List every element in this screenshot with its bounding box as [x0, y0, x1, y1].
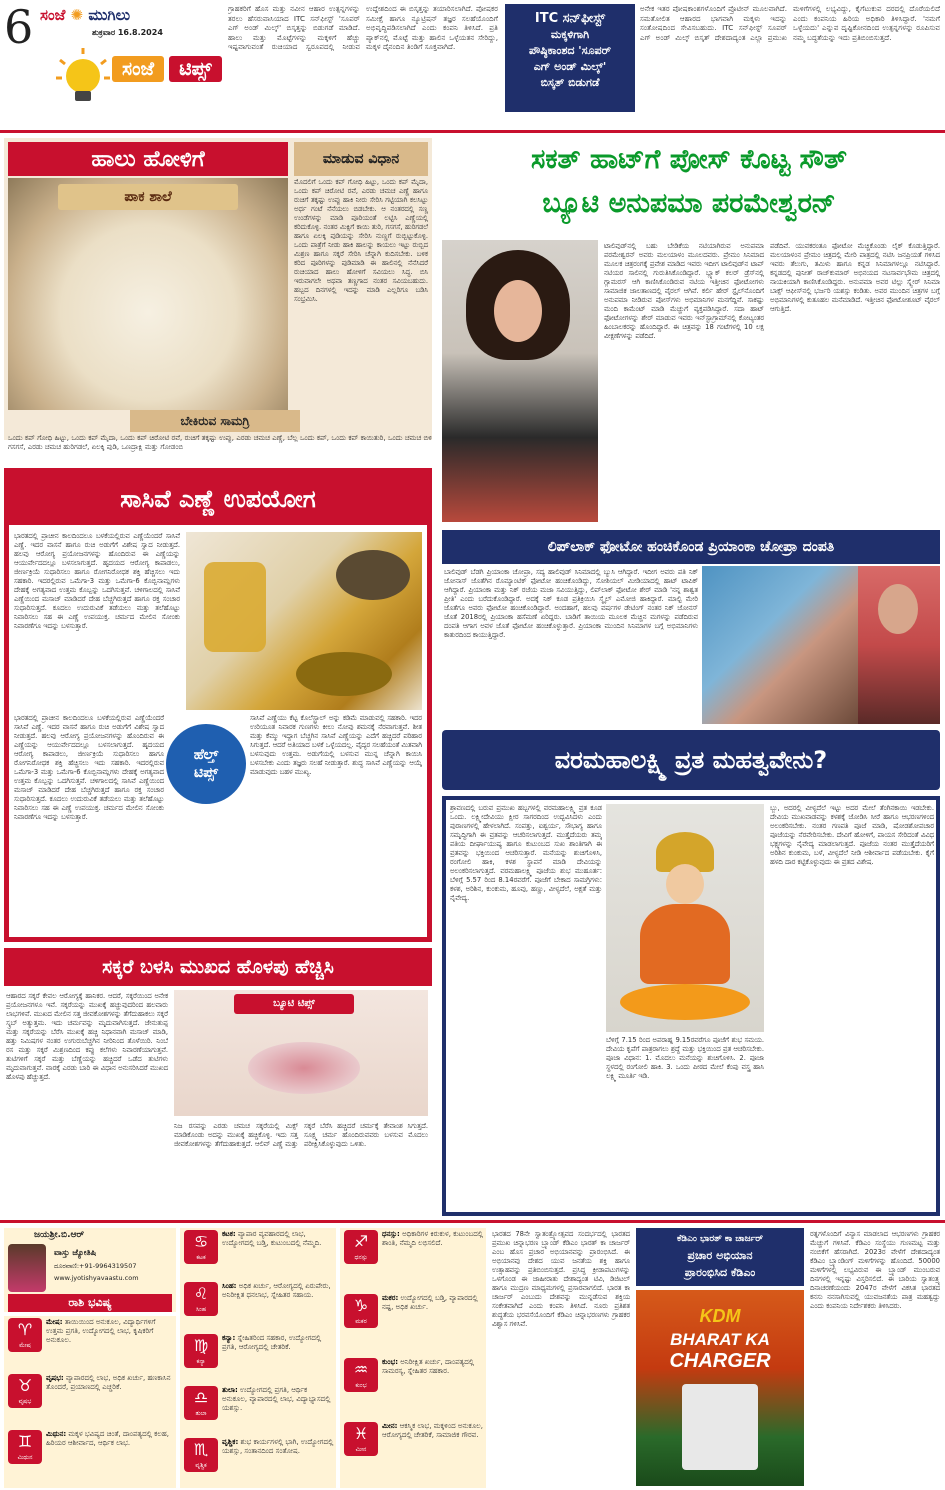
anupama-body-left: ಟಾಲಿವುಡ್‌ನಲ್ಲಿ ಬಹು ಬೇಡಿಕೆಯ ನಟಿಯಾಗಿರುವ ಅನುಪಮಾ ಪರಮೇಶ್ವರನ್ ಅವರು ಮಲಯಾಳಂ ಮೂಲದವರು. ಪ್ರೇಮಂ ಸಿನಿಮಾದ ಮೂಲಕ ಚಿತ್ರರಂಗಕ್ಕೆ ಪ್ರವೇಶ ಮಾಡಿದ ಇವರು ಇದೀಗ ಟಾಲಿವುಡ್‌ನ ಟಾಪ್ ನಟಿಯರ ಸಾಲಿನಲ್ಲಿ ಗುರುತಿಸಿಕೊಂಡಿದ್ದಾರೆ. ಬ್ಲ್ಯಾಕ್ ಕಲರ್ ಡ್ರೆಸ್‌ನಲ್ಲಿ ಗ್ಲಾಮರಸ್ ಆಗಿ ಕಾಣಿಸಿಕೊಂಡಿರುವ ನಟಿಯ ಇತ್ತೀಚಿನ ಫೋಟೋಗಳು ಸಾಮಾಜಿಕ ಜಾಲತಾಣದಲ್ಲಿ ವೈರಲ್ ಆಗಿವೆ. ಕರ್ಲಿ ಹೇರ್ ಸ್ಟೈಲ್‌ನೊಂದಿಗೆ ಅನುಪಮಾ ನೀಡಿರುವ ಪೋಸ್‌ಗಳು ಅಭಿಮಾನಿಗಳ ಮನಗೆದ್ದಿವೆ. ಸಾಕಷ್ಟು ಮಂದಿ ಕಾಮೆಂಟ್ ಮಾಡಿ ಮೆಚ್ಚುಗೆ ವ್ಯಕ್ತಪಡಿಸಿದ್ದಾರೆ. ಸದಾ ಹಾಟ್ ಫೋಟೋಗಳನ್ನು ಶೇರ್ ಮಾಡುವ ಇವರು ಇನ್‌ಸ್ಟಾಗ್ರಾಮ್‌ನಲ್ಲಿ ಕೋಟ್ಯಂತರ ಹಿಂಬಾಲಕರನ್ನು ಹೊಂದಿದ್ದಾರೆ. ಈ ಚಿತ್ರವನ್ನು 18 ಗಂಟೆಗಳಲ್ಲಿ 10 ಲಕ್ಷ ವೀಕ್ಷಣೆಗಳನ್ನು ಪಡೆದಿದೆ.: [604, 242, 764, 340]
marigold-base-shape: [620, 984, 750, 1020]
itc-col3: ಅನೇಕ ಇತರ ಪೋಷಕಾಂಶಗಳೊಂದಿಗೆ ಪ್ರೊಟೀನ್ ಮೂಲವಾಗಿದೆ. ಸಮತೋಲಿತ ಆಹಾರದ ಭಾಗವಾಗಿ ಮಕ್ಕಳು ಇದನ್ನು ಸಂತೋಷದಿಂದ ಸೇವಿಸಬಹುದು. ITC ಸನ್‌ಫೀಸ್ಟ್ ಸೂಪರ್ ಎಗ್ ಅಂಡ್ ಮಿಲ್ಕ್ ಬಿಸ್ಕತ್ ದೇಶದಾದ್ಯಂತ ಎಲ್ಲಾ ಪ್ರಮುಖ ಮಳಿಗೆಗಳಲ್ಲಿ ಲಭ್ಯವಿದ್ದು, ಕೈಗೆಟುಕುವ ದರದಲ್ಲಿ ದೊರೆಯಲಿದೆ ಎಂದು ಕಂಪನಿಯ ಹಿರಿಯ ಅಧಿಕಾರಿ ತಿಳಿಸಿದ್ದಾರೆ. 'ನಮಗೆ ಒಳ್ಳೆಯದು' ಎನ್ನುವ ದೃಷ್ಟಿಕೋನದಿಂದ ಉತ್ಪನ್ನಗಳನ್ನು ರೂಪಿಸುವ ನಮ್ಮ ಬದ್ಧತೆಯನ್ನು ಇದು ಪ್ರತಿಬಿಂಬಿಸುತ್ತದೆ.: [640, 4, 940, 42]
rashi-symbol: ♍: [193, 1336, 209, 1355]
rashi-symbol: ♐: [353, 1232, 369, 1251]
rashi-head: ಮಕರ:: [382, 1294, 399, 1302]
cancer-icon: [184, 1230, 218, 1264]
health-badge-a: ಹೆಲ್ತ್: [193, 747, 219, 763]
rashi-head: ಮೀನ:: [382, 1422, 398, 1430]
section-title-a: ಸಂಜೆ: [112, 56, 164, 82]
idol-face-shape: [666, 864, 704, 904]
sasive-body-left-text: ಭಾರತದಲ್ಲಿ ಪ್ರಾಚೀನ ಕಾಲದಿಂದಲೂ ಬಳಕೆಯಲ್ಲಿರುವ ಎಣ್ಣೆಯೆಂದರೆ ಸಾಸಿವೆ ಎಣ್ಣೆ. ಇದರ ವಾಸನೆ ಹಾಗೂ ರುಚಿ ಅಡುಗೆಗೆ ವಿಶೇಷ ಸ್ವಾದ ನೀಡುತ್ತದೆ. ಹಲವು ಆರೋಗ್ಯ ಪ್ರಯೋಜನಗಳನ್ನು ಹೊಂದಿರುವ ಈ ಎಣ್ಣೆಯನ್ನು ಆಯುರ್ವೇದದಲ್ಲೂ ಬಳಸಲಾಗುತ್ತದೆ. ಹೃದಯದ ಆರೋಗ್ಯ ಕಾಪಾಡಲು, ಜೀರ್ಣಕ್ರಿಯೆ ಸುಧಾರಿಸಲು ಹಾಗೂ ರೋಗನಿರೋಧಕ ಶಕ್ತಿ ಹೆಚ್ಚಿಸಲು ಇದು ಸಹಕಾರಿ. ಇದರಲ್ಲಿರುವ ಒಮೆಗಾ-3 ಮತ್ತು ಒಮೆಗಾ-6 ಕೊಬ್ಬಿನಾಮ್ಲಗಳು ದೇಹಕ್ಕೆ ಅಗತ್ಯವಾದ ಉತ್ತಮ ಕೊಬ್ಬನ್ನು ಒದಗಿಸುತ್ತವೆ. ಚಳಿಗಾಲದಲ್ಲಿ ಸಾಸಿವೆ ಎಣ್ಣೆಯಿಂದ ಮಸಾಜ್ ಮಾಡಿದರೆ ದೇಹ ಬೆಚ್ಚಗಿರುತ್ತದೆ ಹಾಗೂ ರಕ್ತ ಸಂಚಾರ ಸುಧಾರಿಸುತ್ತದೆ. ಕೂದಲು ಉದುರುವಿಕೆ ತಡೆಯಲು ಮತ್ತು ತಲೆಹೊಟ್ಟು ನಿವಾರಿಸಲು ಸಹ ಈ ಎಣ್ಣೆ ಉಪಯುಕ್ತ. ಚರ್ಮದ ಮೇಲಿನ ಸೋಂಕು ನಿವಾರಣೆಗೂ ಇದನ್ನು ಬಳಸುತ್ತಾರೆ.: [14, 714, 164, 821]
kdm-headline-box: [636, 1228, 804, 1286]
masthead: [0, 0, 225, 128]
priyanka-body: ಬಾಲಿವುಡ್ ಬೆಡಗಿ ಪ್ರಿಯಾಂಕಾ ಚೋಪ್ರಾ, ಸದ್ಯ ಹಾಲಿವುಡ್ ಸಿನಿಮಾದಲ್ಲಿ ಬ್ಯುಸಿ ಆಗಿದ್ದಾರೆ. ಇದೀಗ ಅವರು ಪತಿ ನಿಕ್ ಜೋನಾಸ್ ಜೊತೆಗಿನ ರೊಮ್ಯಾಂಟಿಕ್ ಫೋಟೋ ಹಂಚಿಕೊಂಡಿದ್ದು, ಸೋಶಿಯಲ್ ಮೀಡಿಯಾದಲ್ಲಿ ಹಾಟ್ ಟಾಪಿಕ್ ಆಗಿದ್ದಾರೆ. ಪ್ರಿಯಾಂಕಾ ಮತ್ತು ನಿಕ್ ರಜೆಯ ಮಜಾ ಸವಿಯುತ್ತಿದ್ದು, ಲಿಪ್‌ಲಾಕ್ ಫೋಟೋ ಶೇರ್ ಮಾಡಿ 'ನನ್ನ ಶಾಶ್ವತ ಪ್ರೀತಿ' ಎಂದು ಬರೆದುಕೊಂಡಿದ್ದಾರೆ. ಅದಕ್ಕೆ ನಿಕ್ ಕೂಡ ಪ್ರತಿಕ್ರಿಯಿಸಿ ಸ್ಮೈಲ್ ಎಮೋಜಿ ಹಾಕಿದ್ದಾರೆ. ಮಾಲ್ಟಿ ಮೇರಿ ಜೊತೆಗೂ ಅವರು ಫೋಟೋ ಹಂಚಿಕೊಂಡಿದ್ದಾರೆ. ಅಂದಹಾಗೆ, ಹಲವು ವರ್ಷಗಳ ಡೇಟಿಂಗ್ ನಂತರ ನಿಕ್ ಜೋನಸ್ ಜೊತೆ 2018ರಲ್ಲಿ ಪ್ರಿಯಾಂಕಾ ಹಸೆಮಣೆ ಏರಿದ್ದರು. ಬಾಡಿಗೆ ತಾಯಿಯ ಮೂಲಕ ಮೆಚ್ಚಿನ ಮಗಳನ್ನು ಪಡೆದಿರುವ ದಂಪತಿ ಆಗಾಗ ಅವಳ ಜೊತೆ ಫೋಟೋ ಹಂಚಿಕೊಳ್ಳುತ್ತಾರೆ. ಪ್ರಿಯಾಂಕಾ ಮುಂದಿನ ಸಿನಿಮಾಗಳ ಬಗ್ಗೆ ಅಭಿಮಾನಿಗಳು ಕಾತುರದಿಂದ ಕಾಯುತ್ತಿದ್ದಾರೆ.: [444, 568, 698, 639]
rashi-label: ಧನಸ್ಸು: [354, 1254, 368, 1261]
anupama-title: [438, 138, 940, 236]
rashi-symbol: ♈: [17, 1320, 33, 1339]
rashi-symbol: ♉: [17, 1376, 33, 1395]
rashi-label: ಕನ್ಯಾ: [196, 1358, 206, 1365]
rashi-label: ಮೀನ: [355, 1446, 367, 1453]
rashi-entry: [184, 1282, 334, 1330]
paper-name: [40, 6, 130, 24]
rashi-text: [382, 1294, 484, 1354]
lips-shape: [248, 1042, 360, 1094]
scorpio-icon: [184, 1438, 218, 1472]
itc-line5: ಬಿಸ್ಕತ್ ಬಿಡುಗಡೆ: [540, 76, 600, 89]
rashi-text: [46, 1374, 174, 1426]
rashi-entry: [344, 1230, 484, 1290]
priyanka-title: ಲಿಪ್‌ಲಾಕ್ ಫೋಟೋ ಹಂಚಿಕೊಂಡ ಪ್ರಿಯಾಂಕಾ ಚೋಪ್ರಾ ದಂಪತಿ: [442, 530, 940, 564]
holige-ingredients-label: ಬೇಕಿರುವ ಸಾಮಗ್ರಿ: [130, 410, 300, 432]
rashi-text: [222, 1334, 334, 1382]
itc-headline-box: [505, 4, 635, 112]
face-shape: [494, 280, 542, 342]
kdm-ad-device-shape: [682, 1384, 758, 1470]
sasive-body-left: [14, 714, 164, 936]
sasive-body-bottom: ಸಾಸಿವೆ ಎಣ್ಣೆಯು ಕೆಟ್ಟ ಕೊಲೆಸ್ಟ್ರಾಲ್ ಅನ್ನು ಕಡಿಮೆ ಮಾಡುವಲ್ಲಿ ಸಹಕಾರಿ. ಇದರ ಉರಿಯೂತ ನಿವಾರಕ ಗುಣಗಳು ಕೀಲು ನೋವು ಶಮನಕ್ಕೆ ನೆರವಾಗುತ್ತವೆ. ಶೀತ ಮತ್ತು ಕೆಮ್ಮು ಇದ್ದಾಗ ಬೆಚ್ಚಗಿನ ಸಾಸಿವೆ ಎಣ್ಣೆಯನ್ನು ಎದೆಗೆ ಹಚ್ಚಿದರೆ ಪರಿಹಾರ ಸಿಗುತ್ತದೆ. ಆದರೆ ಅತಿಯಾದ ಬಳಕೆ ಒಳ್ಳೆಯದಲ್ಲ. ವೈದ್ಯರ ಸಲಹೆಯಂತೆ ಮಿತವಾಗಿ ಬಳಸುವುದು ಉತ್ತಮ. ಅಡುಗೆಯಲ್ಲಿ ಬಳಸುವ ಮುನ್ನ ಚೆನ್ನಾಗಿ ಕಾಯಿಸಿ ಬಳಸಬೇಕು ಎಂದು ತಜ್ಞರು ಸಲಹೆ ನೀಡುತ್ತಾರೆ. ಶುದ್ಧ ಸಾಸಿವೆ ಎಣ್ಣೆಯನ್ನು ಆಯ್ಕೆ ಮಾಡುವುದು ಬಹಳ ಮುಖ್ಯ.: [250, 714, 422, 776]
rashi-label: ಕುಂಭ: [355, 1382, 367, 1389]
aries-icon: [8, 1318, 42, 1352]
sun-icon: ✺: [70, 6, 84, 24]
rashi-head: ಮಿಥುನ:: [46, 1430, 67, 1438]
rashi-symbol: ♑: [353, 1296, 369, 1315]
rashi-head: ವೃಷಭ:: [46, 1374, 64, 1382]
rashi-symbol: ♋: [193, 1232, 209, 1251]
jyothishi-avatar: [8, 1244, 46, 1292]
rashi-label: ತುಲಾ: [195, 1410, 207, 1417]
rashi-text: [382, 1422, 484, 1482]
date: ಶುಕ್ರವಾರ 16.8.2024: [92, 28, 163, 37]
priyanka-portrait-photo: [858, 566, 940, 724]
rashi-entry: [184, 1230, 334, 1278]
rashi-symbol: ♓: [353, 1424, 369, 1443]
sasive-title: ಸಾಸಿವೆ ಎಣ್ಣೆ ಉಪಯೋಗ: [9, 473, 427, 525]
jyothishi-phone: ದೂರವಾಣಿ:+91-9964319507: [54, 1262, 137, 1270]
priyanka-kiss-photo: [702, 566, 858, 724]
rashi-desc: ಅಧಿಕ ಖರ್ಚು, ಆರೋಗ್ಯದಲ್ಲಿ ಏರುಪೇರು, ಅನಿರೀಕ್ಷಿತ ಧನಲಾಭ, ಸ್ನೇಹಿತರ ಸಹಾಯ.: [222, 1282, 331, 1299]
jyothishi-site: www.jyotishyavaastu.com: [54, 1274, 139, 1282]
itc-line2: ಮಕ್ಕಳಿಗಾಗಿ: [550, 28, 590, 41]
rashi-entry: [184, 1334, 334, 1382]
divider-bottom: [0, 1220, 945, 1223]
rashi-symbol: ♌: [193, 1284, 209, 1303]
kdm-line1: ಕೆಡಿಎಂ ಭಾರತ್ ಕಾ ಚಾರ್ಜರ್: [677, 1234, 763, 1244]
rashi-desc: ಉದ್ಯೋಗದಲ್ಲಿ ಪ್ರಗತಿ, ಆರ್ಥಿಕ ಅನುಕೂಲ, ವ್ಯಾಪಾರದಲ್ಲಿ ಲಾಭ, ವಿದ್ಯಾಭ್ಯಾಸದಲ್ಲಿ ಯಶಸ್ಸು.: [222, 1386, 331, 1412]
rashi-symbol: ♎: [193, 1388, 209, 1407]
rashi-text: [222, 1438, 334, 1486]
rashi-desc: ವ್ಯಾಪಾರದಲ್ಲಿ ಲಾಭ, ಅಧಿಕ ಖರ್ಚು, ಹಣಕಾಸಿನ ತೊಂದರೆ, ಪ್ರಯಾಣದಲ್ಲಿ ಎಚ್ಚರಿಕೆ.: [46, 1374, 171, 1391]
varamahalakshmi-left: ಶ್ರಾವಣದಲ್ಲಿ ಬರುವ ಪ್ರಮುಖ ಹಬ್ಬಗಳಲ್ಲಿ ವರಮಹಾಲಕ್ಷ್ಮಿ ವ್ರತ ಕೂಡ ಒಂದು. ಲಕ್ಷ್ಮೀದೇವಿಯು ಕ್ಷೀರ ಸಾಗರದಿಂದ ಉದ್ಭವಿಸಿದಳು ಎಂದು ಪುರಾಣಗಳಲ್ಲಿ ಹೇಳಲಾಗಿದೆ. ಸಂಪತ್ತು, ಐಶ್ವರ್ಯ, ಸೌಭಾಗ್ಯ ಹಾಗೂ ಸಮೃದ್ಧಿಗಾಗಿ ಈ ವ್ರತವನ್ನು ಆಚರಿಸಲಾಗುತ್ತದೆ. ಮುತ್ತೈದೆಯರು ತಮ್ಮ ಪತಿಯ ದೀರ್ಘಾಯುಷ್ಯ ಹಾಗೂ ಕುಟುಂಬದ ಸುಖ ಶಾಂತಿಗಾಗಿ ಈ ವ್ರತವನ್ನು ಭಕ್ತಿಯಿಂದ ಆಚರಿಸುತ್ತಾರೆ. ಮನೆಯನ್ನು ಶುಚಿಗೊಳಿಸಿ, ರಂಗೋಲಿ ಹಾಕಿ, ಕಳಶ ಸ್ಥಾಪನೆ ಮಾಡಿ ದೇವಿಯನ್ನು ಅಲಂಕರಿಸಲಾಗುತ್ತದೆ. ವರಮಹಾಲಕ್ಷ್ಮಿ ಪೂಜೆಯ ಶುಭ ಮುಹೂರ್ತ: ಬೆಳಿಗ್ಗೆ 5.57 ರಿಂದ 8.14ರವರೆಗೆ. ಪೂಜೆಗೆ ಬೇಕಾದ ಸಾಮಗ್ರಿಗಳು: ಕಳಶ, ಅರಿಶಿನ, ಕುಂಕುಮ, ಹೂವು, ಹಣ್ಣು, ವೀಳ್ಯದೆಲೆ, ಅಕ್ಷತೆ ಮತ್ತು ನೈವೇದ್ಯ.: [450, 804, 602, 902]
holige-title: ಹಾಲು ಹೋಳಿಗೆ: [8, 142, 288, 176]
rashi-head: ಕುಂಭ:: [382, 1358, 399, 1366]
capricorn-icon: [344, 1294, 378, 1328]
divider: [0, 130, 945, 133]
anupama-body-right: ಪಡೆದಿವೆ. ಯುವಕರಂತೂ ಫೋಟೋ ಮೆಚ್ಚಿಕೊಂಡು ಲೈಕ್ ಕೊಡುತ್ತಿದ್ದಾರೆ. ಮಲಯಾಳಂನ ಪ್ರೇಮಂ ಚಿತ್ರದಲ್ಲಿ ಮೇರಿ ಪಾತ್ರದಲ್ಲಿ ನಟಿಸಿ ಜನಪ್ರಿಯತೆ ಗಳಿಸಿದ ಇವರು ತೆಲುಗು, ತಮಿಳು ಹಾಗೂ ಕನ್ನಡ ಸಿನಿಮಾಗಳಲ್ಲೂ ನಟಿಸಿದ್ದಾರೆ. ಕನ್ನಡದಲ್ಲಿ ಪುನೀತ್ ರಾಜ್‌ಕುಮಾರ್ ಅಭಿನಯದ ನಟಸಾರ್ವಭೌಮ ಚಿತ್ರದಲ್ಲಿ ನಾಯಕಿಯಾಗಿ ಕಾಣಿಸಿಕೊಂಡಿದ್ದರು. ಅನುಪಮಾ ಅವರ ಟಿಲ್ಲು ಸ್ಕ್ವೇರ್ ಸಿನಿಮಾ ಬಾಕ್ಸ್ ಆಫೀಸ್‌ನಲ್ಲಿ ಭರ್ಜರಿ ಯಶಸ್ಸು ಕಂಡಿತು. ಅವರ ಮುಂದಿನ ಚಿತ್ರಗಳ ಬಗ್ಗೆ ಅಭಿಮಾನಿಗಳಲ್ಲಿ ಕುತೂಹಲ ಮನೆಮಾಡಿದೆ. ಇತ್ತೀಚಿನ ಫೋಟೋಶೂಟ್ ವೈರಲ್ ಆಗುತ್ತಿದೆ.: [770, 242, 940, 313]
paper-name-a: ಸಂಜೆ: [40, 6, 66, 24]
health-tips-badge: [166, 724, 246, 804]
rashi-desc: ಆಕಸ್ಮಿಕ ಲಾಭ, ಮಕ್ಕಳಿಂದ ಅನುಕೂಲ, ಆರೋಗ್ಯದಲ್ಲಿ ಚೇತರಿಕೆ, ಸಾಮಾಜಿಕ ಗೌರವ.: [382, 1422, 483, 1439]
rashi-entry: [8, 1318, 174, 1370]
rashi-label: ವೃಶ್ಚಿಕ: [195, 1462, 207, 1469]
libra-icon: [184, 1386, 218, 1420]
rashi-label: ಮಕರ: [355, 1318, 367, 1325]
kdm-body-right: ರತ್ನಗಳೊಂದಿಗೆ ವಿನ್ಯಾಸ ಮಾಡಲಾದ ಆಭರಣಗಳು ಗ್ರಾಹಕರ ಮೆಚ್ಚುಗೆ ಗಳಿಸಿವೆ. ಕೆಡಿಎಂ ಸಂಸ್ಥೆಯು ಗುಣಮಟ್ಟ ಮತ್ತು ನಂಬಿಕೆಗೆ ಹೆಸರಾಗಿದೆ. 2023ರ ವೇಳೆಗೆ ದೇಶದಾದ್ಯಂತ ಕೆಡಿಎಂ ಬ್ರ್ಯಾಂಡಿಂಗ್ ಮಳಿಗೆಗಳನ್ನು ಹೊಂದಿದೆ. 50000 ಮಳಿಗೆಗಳಲ್ಲಿ ಲಭ್ಯವಿರುವ ಈ ಬ್ರ್ಯಾಂಡ್ ಮುಂಬರುವ ದಿನಗಳಲ್ಲಿ ಇನ್ನಷ್ಟು ವಿಸ್ತರಿಸಲಿದೆ. ಈ ಬಾರಿಯ ಸ್ವಾತಂತ್ರ್ಯ ದಿನಾಚರಣೆಯಂದು 2047ರ ವೇಳೆಗೆ ವಿಕಸಿತ ಭಾರತದ ಕನಸು ನನಸಾಗಿಸುವಲ್ಲಿ ಯುವಜನತೆಯ ಪಾತ್ರ ಮಹತ್ವದ್ದು ಎಂದು ಕಂಪನಿಯ ನಿರ್ದೇಶಕರು ತಿಳಿಸಿದರು.: [810, 1230, 940, 1310]
kdm-ad-line1: BHARAT KA: [670, 1330, 770, 1349]
rashi-entry: [344, 1422, 484, 1482]
rashi-entry: [344, 1294, 484, 1354]
rashi-desc: ಶುಭ ಕಾರ್ಯಗಳಲ್ಲಿ ಭಾಗಿ, ಉದ್ಯೋಗದಲ್ಲಿ ಯಶಸ್ಸು, ಸಂತಾನದಿಂದ ಸಂತೋಷ.: [222, 1438, 334, 1455]
sakkare-body-bottom: ನಿಜ ರಸವನ್ನು ಎರಡು ಚಮಚ ಸಕ್ಕರೆಯಲ್ಲಿ ಮಿಕ್ಸ್ ಮಾಡಿಕೊಂಡು ಅದನ್ನು ಮುಖಕ್ಕೆ ಹಚ್ಚಿಕೊಳ್ಳಿ. ಇದು ಸತ್ತ ಜೀವಕೋಶಗಳನ್ನು ತೆಗೆದುಹಾಕುತ್ತದೆ. ಆಲಿವ್ ಎಣ್ಣೆ ಮತ್ತು ಸಕ್ಕರೆ ಬೆರೆಸಿ ಹಚ್ಚಿದರೆ ಚರ್ಮಕ್ಕೆ ತೇವಾಂಶ ಸಿಗುತ್ತದೆ. ಸೂಕ್ಷ್ಮ ಚರ್ಮ ಹೊಂದಿರುವವರು ಬಳಸುವ ಮೊದಲು ಪರೀಕ್ಷಿಸಿಕೊಳ್ಳುವುದು ಒಳಿತು.: [174, 1122, 428, 1148]
rashi-entry: [344, 1358, 484, 1418]
rashi-label: ಕಟಕ: [196, 1254, 206, 1261]
virgo-icon: [184, 1334, 218, 1368]
mustard-oil-photo: [186, 532, 422, 710]
itc-line4: ಎಗ್ ಅಂಡ್ ಮಿಲ್ಕ್': [533, 60, 607, 73]
rashi-head: ವೃಶ್ಚಿಕ:: [222, 1438, 239, 1446]
oil-jar-shape: [204, 562, 266, 652]
sakkare-title: ಸಕ್ಕರೆ ಬಳಸಿ ಮುಖದ ಹೊಳಪು ಹೆಚ್ಚಿಸಿ: [4, 948, 432, 986]
rashi-head: ಧನಸ್ಸು:: [382, 1230, 400, 1238]
rashi-entry: [184, 1438, 334, 1486]
jyothishi-role: ವಾಸ್ತು ಜ್ಯೋತಿಷಿ: [54, 1248, 97, 1257]
health-badge-b: ಟಿಪ್ಸ್: [194, 765, 218, 781]
pisces-icon: [344, 1422, 378, 1456]
paper-name-b: ಮುಗಿಲು: [88, 6, 131, 24]
rashi-desc: ಅಧಿಕಾರಿಗಳ ಕಿರುಕುಳ, ಕುಟುಂಬದಲ್ಲಿ ಶಾಂತಿ, ನೆಮ್ಮದಿ ಲಭಿಸಲಿದೆ.: [382, 1230, 484, 1247]
seeds-bowl-shape: [336, 550, 410, 600]
rashi-head: ಮೇಷ:: [46, 1318, 63, 1326]
leo-icon: [184, 1282, 218, 1316]
rashi-label: ಮೇಷ: [19, 1342, 31, 1349]
kdm-ad: [636, 1290, 804, 1486]
itc-line1: ITC ಸನ್‌ಫೀಸ್ಟ್: [534, 11, 606, 26]
rashi-text: [46, 1318, 174, 1370]
idol-body-shape: [640, 904, 730, 984]
holige-ingredients: ಒಂದು ಕಪ್ ಗೋಧಿ ಹಿಟ್ಟು, ಒಂದು ಕಪ್ ಮೈದಾ, ಒಂದು ಕಪ್ ಚಿರೋಟಿ ರವೆ, ರುಚಿಗೆ ತಕ್ಕಷ್ಟು ಉಪ್ಪು, ಎರಡು ಚಮಚ ಎಣ್ಣೆ, ಬೆಲ್ಲ ಒಂದು ಕಪ್, ಒಂದು ಕಪ್ ಕಾಯಿತುರಿ, ಒಂದು ಚಮಚ ಬಿಳಿ ಗಸಗಸೆ, ಎರಡು ಚಮಚ ಹುರಿಗಡಲೆ, ಏಲಕ್ಕಿ ಪುಡಿ, ಒಣದ್ರಾಕ್ಷಿ ಮತ್ತು ಗೋಡಂಬಿ: [8, 434, 432, 451]
itc-col1: ಗ್ರಾಹಕರಿಗೆ ಹೊಸ ಮತ್ತು ನವೀನ ಆಹಾರ ಉತ್ಪನ್ನಗಳನ್ನು ತರಲು ಹೆಸರುವಾಸಿಯಾದ ITC ಸನ್‌ಫೀಸ್ಟ್ 'ಸೂಪರ್ ಎಗ್ ಅಂಡ್ ಮಿಲ್ಕ್' ಬಿಸ್ಕತ್ತನ್ನು ಬಿಡುಗಡೆ ಮಾಡಿದೆ. ಹಾಲು ಮತ್ತು ಮೊಟ್ಟೆಗಳನ್ನು ಮಕ್ಕಳಿಗೆ ಹೆಚ್ಚು ಇಷ್ಟವಾಗುವಂತೆ ರುಚಿಯಾದ ಸ್ವರೂಪದಲ್ಲಿ ನೀಡುವ ಉದ್ದೇಶದಿಂದ ಈ ಬಿಸ್ಕತ್ತನ್ನು ತಯಾರಿಸಲಾಗಿದೆ. ಪೋಷಕರ ಸಮೀಕ್ಷೆ ಹಾಗೂ ನ್ಯೂಟ್ರಿಷನ್ ತಜ್ಞರ ಸಲಹೆಯೊಂದಿಗೆ ಅಭಿವೃದ್ಧಿಪಡಿಸಲಾಗಿದೆ ಎಂದು ಕಂಪನಿ ತಿಳಿಸಿದೆ. ಪ್ರತಿ ಪ್ಯಾಕ್‌ನಲ್ಲಿ ಮೊಟ್ಟೆ ಮತ್ತು ಹಾಲಿನ ಒಳ್ಳೆಯತನ ಸೇರಿದ್ದು, ಮಕ್ಕಳ ದೈನಂದಿನ ತಿಂಡಿಗೆ ಸೂಕ್ತವಾಗಿದೆ.: [228, 4, 498, 52]
rashi-label: ಸಿಂಹ: [195, 1306, 206, 1313]
holige-method-label: ಮಾಡುವ ವಿಧಾನ: [294, 142, 428, 176]
rashi-desc: ಅನಿರೀಕ್ಷಿತ ಖರ್ಚು, ದಾಂಪತ್ಯದಲ್ಲಿ ಸಾಮರಸ್ಯ, ಸ್ನೇಹಿತರ ಸಹಕಾರ.: [382, 1358, 475, 1375]
rashi-label: ವೃಷಭ: [18, 1398, 32, 1405]
paaka-shaale-label: ಪಾಕ ಶಾಲೆ: [58, 184, 238, 210]
bulb-icon: [54, 46, 112, 108]
rashi-head: ಕನ್ಯಾ:: [222, 1334, 236, 1342]
section-title-b: ಟಿಪ್ಸ್: [169, 56, 222, 82]
anupama-title-line1: ಸಕತ್ ಹಾಟ್‌ಗೆ ಪೋಸ್ ಕೊಟ್ಟ ಸೌತ್: [531, 144, 847, 175]
priyanka-face-shape: [878, 584, 918, 634]
rashi-text: [382, 1230, 484, 1290]
jyothishi-name: ಜಯಶ್ರೀ.ಬಿ.ಆರ್: [34, 1230, 85, 1240]
varamahalakshmi-title: ವರಮಹಾಲಕ್ಷ್ಮಿ ವ್ರತ ಮಹತ್ವವೇನು?: [442, 730, 940, 790]
rashi-head: ಸಿಂಹ:: [222, 1282, 237, 1290]
rashi-symbol: ♏: [193, 1440, 209, 1459]
rashi-desc: ಉದ್ಯೋಗದಲ್ಲಿ ಬಡ್ತಿ, ವ್ಯಾಪಾರದಲ್ಲಿ ನಷ್ಟ, ಅಧಿಕ ಖರ್ಚು.: [382, 1294, 478, 1311]
sugar-lips-photo: [174, 990, 428, 1116]
varamahalakshmi-bottom: ಬೆಳಿಗ್ಗೆ 7.15 ರಿಂದ ಅಪರಾಹ್ನ 9.15ರವರೆಗೂ ಪೂಜೆಗೆ ಶುಭ ಸಮಯ. ದೇವಿಯ ಕೃಪೆಗೆ ಪಾತ್ರರಾಗಲು ಶ್ರದ್ಧೆ ಮತ್ತು ಭಕ್ತಿಯಿಂದ ವ್ರತ ಆಚರಿಸಬೇಕು. ಪೂಜಾ ವಿಧಾನ: 1. ಮೊದಲು ಮನೆಯನ್ನು ಶುಚಿಗೊಳಿಸಿ. 2. ಪೂಜಾ ಸ್ಥಳದಲ್ಲಿ ರಂಗೋಲಿ ಹಾಕಿ. 3. ಒಂದು ಪೀಠದ ಮೇಲೆ ಕೆಂಪು ವಸ್ತ್ರ ಹಾಸಿ ಲಕ್ಷ್ಮಿ ಮೂರ್ತಿ ಇಡಿ.: [606, 1036, 764, 1080]
anupama-title-line2: ಬ್ಯೂಟಿ ಅನುಪಮಾ ಪರಮೇಶ್ವರನ್: [542, 188, 836, 219]
holige-method: ಮೊದಲಿಗೆ ಒಂದು ಕಪ್ ಗೋಧಿ ಹಿಟ್ಟು, ಒಂದು ಕಪ್ ಮೈದಾ, ಒಂದು ಕಪ್ ಚಿರೋಟಿ ರವೆ, ಎರಡು ಚಮಚ ಎಣ್ಣೆ ಹಾಗೂ ರುಚಿಗೆ ತಕ್ಕಷ್ಟು ಉಪ್ಪು ಹಾಕಿ ನೀರು ಸೇರಿಸಿ ಗಟ್ಟಿಯಾಗಿ ಕಲಸಿಟ್ಟು ಅರ್ಧ ಗಂಟೆ ನೆನೆಯಲು ಬಿಡಬೇಕು. ಆ ನಂತರದಲ್ಲಿ ಸಣ್ಣ ಉಂಡೆಗಳನ್ನು ಮಾಡಿ ಪೂರಿಯಂತೆ ಲಟ್ಟಿಸಿ ಎಣ್ಣೆಯಲ್ಲಿ ಕರಿದುಕೊಳ್ಳಿ. ನಂತರ ಮಿಕ್ಸಿಗೆ ಕಾಯಿ ತುರಿ, ಗಸಗಸೆ, ಹುರಿಗಡಲೆ ಹಾಗೂ ಏಲಕ್ಕಿ ಪುಡಿಯನ್ನು ಸೇರಿಸಿ ನುಣ್ಣಗೆ ರುಬ್ಬಿಟ್ಟುಕೊಳ್ಳಿ. ಒಂದು ಪಾತ್ರೆಗೆ ನೀಡು ಹಾಕಿ ಹಾಲನ್ನು ಕಾಯಲು ಇಟ್ಟು ರುಬ್ಬಿದ ಮಿಶ್ರಣ ಹಾಗೂ ಸಕ್ಕರೆ ಸೇರಿಸಿ ಚೆನ್ನಾಗಿ ಕುದಿಸಬೇಕು. ಬಳಿಕ ಕರಿದ ಪೂರಿಗಳನ್ನು ಪುಡಿಮಾಡಿ ಈ ಹಾಲಿನಲ್ಲಿ ನೆನೆಸಿದರೆ ರುಚಿಯಾದ ಹಾಲು ಹೋಳಿಗೆ ಸವಿಯಲು ಸಿದ್ಧ. ಬಿಸಿ ಇರುವಾಗಲೇ ಅಥವಾ ತಣ್ಣಗಾದ ನಂತರ ಸವಿಯಬಹುದು. ಹಬ್ಬದ ದಿನಗಳಲ್ಲಿ ಇದನ್ನು ಮಾಡಿ ಎಲ್ಲರಿಗೂ ಬಡಿಸಿ ಸಂಭ್ರಮಿಸಿ.: [294, 178, 428, 303]
taurus-icon: [8, 1374, 42, 1408]
aquarius-icon: [344, 1358, 378, 1392]
rashi-head: ತುಲಾ:: [222, 1386, 238, 1394]
kdm-line3: ಪ್ರಾರಂಭಿಸಿದ ಕೆಡಿಎಂ: [684, 1266, 756, 1279]
varamahalakshmi-right: ಬ್ಬು, ಅದರಲ್ಲಿ ವೀಳ್ಯದೆಲೆ ಇಟ್ಟು ಅದರ ಮೇಲೆ ತೆಂಗಿನಕಾಯಿ ಇಡಬೇಕು. ದೇವಿಯ ಮುಖವಾಡವನ್ನು ಕಳಶಕ್ಕೆ ಜೋಡಿಸಿ ಸೀರೆ ಹಾಗೂ ಆಭರಣಗಳಿಂದ ಅಲಂಕರಿಸಬೇಕು. ನಂತರ ಗಣಪತಿ ಪೂಜೆ ಮಾಡಿ, ಷೋಡಶೋಪಚಾರ ಪೂಜೆಯನ್ನು ನೆರವೇರಿಸಬೇಕು. ದೇವಿಗೆ ಹೋಳಿಗೆ, ಪಾಯಸ ಸೇರಿದಂತೆ ವಿವಿಧ ಭಕ್ಷ್ಯಗಳನ್ನು ನೈವೇದ್ಯ ಮಾಡಲಾಗುತ್ತದೆ. ಪೂಜೆಯ ನಂತರ ಮುತ್ತೈದೆಯರಿಗೆ ಅರಿಶಿನ ಕುಂಕುಮ, ಬಳೆ, ವೀಳ್ಯದೆಲೆ ನೀಡಿ ಆಶೀರ್ವಾದ ಪಡೆಯಬೇಕು. ಕೈಗೆ ಹಳದಿ ದಾರ ಕಟ್ಟಿಕೊಳ್ಳುವುದು ಈ ವ್ರತದ ವಿಶೇಷ.: [770, 804, 934, 866]
anupama-photo: [442, 240, 598, 522]
kdm-line2: ಪ್ರಚಾರ ಅಭಿಯಾನ: [687, 1249, 753, 1262]
kdm-ad-line2: CHARGER: [669, 1350, 771, 1372]
gemini-icon: [8, 1430, 42, 1464]
itc-line3: ಪೌಷ್ಠಿಕಾಂಶದ 'ಸೂಪರ್: [529, 44, 611, 57]
kdm-body-left: ಭಾರತದ 78ನೇ ಸ್ವಾತಂತ್ರ್ಯೋತ್ಸವದ ಸಂದರ್ಭದಲ್ಲಿ ಭಾರತದ ಪ್ರಮುಖ ಚಿನ್ನಾಭರಣ ಬ್ರ್ಯಾಂಡ್ ಕೆಡಿಎಂ ಭಾರತ್ ಕಾ ಚಾರ್ಜರ್ ಎಂಬ ಹೊಸ ಪ್ರಚಾರ ಅಭಿಯಾನವನ್ನು ಪ್ರಾರಂಭಿಸಿದೆ. ಈ ಅಭಿಯಾನವು ದೇಶದ ಯುವ ಜನತೆಯ ಶಕ್ತಿ ಹಾಗೂ ಉತ್ಸಾಹವನ್ನು ಪ್ರತಿಬಿಂಬಿಸುತ್ತದೆ. ಪ್ರಸಿದ್ಧ ಕ್ರೀಡಾಪಟುಗಳನ್ನು ಒಳಗೊಂಡ ಈ ಜಾಹೀರಾತು ದೇಶಾದ್ಯಂತ ಟಿವಿ, ಡಿಜಿಟಲ್ ಹಾಗೂ ಮುದ್ರಣ ಮಾಧ್ಯಮಗಳಲ್ಲಿ ಪ್ರಸಾರವಾಗಲಿದೆ. ಭಾರತ ಕಾ ಚಾರ್ಜರ್ ಎಂಬುದು ದೇಶವನ್ನು ಮುನ್ನಡೆಸುವ ಶಕ್ತಿಯ ಸಂಕೇತವಾಗಿದೆ ಎಂದು ಕಂಪನಿ ತಿಳಿಸಿದೆ. ನೂರು ಪ್ರತಿಶತ ಶುದ್ಧತೆಯ ಭರವಸೆಯೊಂದಿಗೆ ಕೆಡಿಎಂ ಚಿನ್ನಾಭರಣಗಳು ಗ್ರಾಹಕರ ವಿಶ್ವಾಸ ಗಳಿಸಿವೆ.: [492, 1230, 630, 1328]
beauty-tips-badge: ಬ್ಯೂಟಿ ಟಿಪ್ಸ್: [234, 994, 354, 1014]
section-title: [112, 52, 222, 122]
page-number: 6: [4, 0, 34, 54]
rashi-text: [222, 1386, 334, 1434]
sasive-body-top: ಭಾರತದಲ್ಲಿ ಪ್ರಾಚೀನ ಕಾಲದಿಂದಲೂ ಬಳಕೆಯಲ್ಲಿರುವ ಎಣ್ಣೆಯೆಂದರೆ ಸಾಸಿವೆ ಎಣ್ಣೆ. ಇದರ ವಾಸನೆ ಹಾಗೂ ರುಚಿ ಅಡುಗೆಗೆ ವಿಶೇಷ ಸ್ವಾದ ನೀಡುತ್ತದೆ. ಹಲವು ಆರೋಗ್ಯ ಪ್ರಯೋಜನಗಳನ್ನು ಹೊಂದಿರುವ ಈ ಎಣ್ಣೆಯನ್ನು ಆಯುರ್ವೇದದಲ್ಲೂ ಬಳಸಲಾಗುತ್ತದೆ. ಹೃದಯದ ಆರೋಗ್ಯ ಕಾಪಾಡಲು, ಜೀರ್ಣಕ್ರಿಯೆ ಸುಧಾರಿಸಲು ಹಾಗೂ ರೋಗನಿರೋಧಕ ಶಕ್ತಿ ಹೆಚ್ಚಿಸಲು ಇದು ಸಹಕಾರಿ. ಇದರಲ್ಲಿರುವ ಒಮೆಗಾ-3 ಮತ್ತು ಒಮೆಗಾ-6 ಕೊಬ್ಬಿನಾಮ್ಲಗಳು ದೇಹಕ್ಕೆ ಅಗತ್ಯವಾದ ಉತ್ತಮ ಕೊಬ್ಬನ್ನು ಒದಗಿಸುತ್ತವೆ. ಚಳಿಗಾಲದಲ್ಲಿ ಸಾಸಿವೆ ಎಣ್ಣೆಯಿಂದ ಮಸಾಜ್ ಮಾಡಿದರೆ ದೇಹ ಬೆಚ್ಚಗಿರುತ್ತದೆ ಹಾಗೂ ರಕ್ತ ಸಂಚಾರ ಸುಧಾರಿಸುತ್ತದೆ. ಕೂದಲು ಉದುರುವಿಕೆ ತಡೆಯಲು ಮತ್ತು ತಲೆಹೊಟ್ಟು ನಿವಾರಿಸಲು ಸಹ ಈ ಎಣ್ಣೆ ಉಪಯುಕ್ತ. ಚರ್ಮದ ಮೇಲಿನ ಸೋಂಕು ನಿವಾರಣೆಗೂ ಇದನ್ನು ಬಳಸುತ್ತಾರೆ.: [14, 532, 180, 630]
rashi-head: ಕಟಕ:: [222, 1230, 236, 1238]
rashi-label: ಮಿಥುನ: [17, 1454, 33, 1461]
holige-photo: [8, 178, 288, 410]
jyothishi-card: [4, 1228, 176, 1312]
rashi-text: [46, 1430, 174, 1482]
oil-bowl-shape: [296, 652, 392, 696]
rashi-section-title: ರಾಶಿ ಭವಿಷ್ಯ: [8, 1294, 172, 1312]
rashi-desc: ತಾಯಿಯಿಂದ ಅನುಕೂಲ, ವಿದ್ಯಾರ್ಥಿಗಳಿಗೆ ಉತ್ತಮ ಪ್ರಗತಿ, ಉದ್ಯೋಗದಲ್ಲಿ ಲಾಭ, ಕೃಷಿಕರಿಗೆ ಅನುಕೂಲ.: [46, 1318, 156, 1344]
rashi-symbol: ♊: [17, 1432, 33, 1451]
sagittarius-icon: [344, 1230, 378, 1264]
lakshmi-idol-photo: [606, 804, 764, 1032]
rashi-entry: [184, 1386, 334, 1434]
rashi-text: [222, 1282, 334, 1330]
rashi-entry: [8, 1374, 174, 1426]
rashi-symbol: ♒: [353, 1360, 369, 1379]
kdm-ad-brand: KDM: [699, 1306, 741, 1326]
rashi-entry: [8, 1430, 174, 1482]
rashi-text: [382, 1358, 484, 1418]
rashi-desc: ಮಕ್ಕಳ ಭವಿಷ್ಯದ ಚಿಂತೆ, ದಾಂಪತ್ಯದಲ್ಲಿ ಕಲಹ, ಹಿರಿಯರ ಆಶೀರ್ವಾದ, ಆರ್ಥಿಕ ಲಾಭ.: [46, 1430, 169, 1447]
rashi-desc: ವ್ಯಾಪಾರ ವ್ಯವಹಾರದಲ್ಲಿ ಲಾಭ, ಉದ್ಯೋಗದಲ್ಲಿ ಬಡ್ತಿ, ಕುಟುಂಬದಲ್ಲಿ ನೆಮ್ಮದಿ.: [222, 1230, 322, 1247]
sakkare-body-left: ಆಹಾರದ ಸಕ್ಕರೆ ಕೇವಲ ಆರೋಗ್ಯಕ್ಕೆ ಹಾನಿಕರ. ಆದರೆ, ಸಕ್ಕರೆಯಿಂದ ಅನೇಕ ಪ್ರಯೋಜನಗಳೂ ಇವೆ. ಸಕ್ಕರೆಯನ್ನು ಮುಖಕ್ಕೆ ಹಚ್ಚುವುದರಿಂದ ಹಲವಾರು ಲಾಭಗಳಿವೆ. ಮುಖದ ಮೇಲಿನ ಸತ್ತ ಜೀವಕೋಶಗಳನ್ನು ತೆಗೆದುಹಾಕಲು ಸಕ್ಕರೆ ಸ್ಕ್ರಬ್ ಅತ್ಯುತ್ತಮ. ಇದು ಚರ್ಮವನ್ನು ಮೃದುವಾಗಿಸುತ್ತದೆ. ಜೇನುತುಪ್ಪ ಮತ್ತು ಸಕ್ಕರೆಯನ್ನು ಬೆರೆಸಿ ಮುಖಕ್ಕೆ ಹಚ್ಚಿ ನಿಧಾನವಾಗಿ ಮಸಾಜ್ ಮಾಡಿ, ಹತ್ತು ನಿಮಿಷಗಳ ನಂತರ ಉಗುರುಬೆಚ್ಚಗಿನ ನೀರಿನಿಂದ ತೊಳೆಯಿರಿ. ನಿಂಬೆ ರಸ ಮತ್ತು ಸಕ್ಕರೆ ಮಿಶ್ರಣದಿಂದ ಕಪ್ಪು ಕಲೆಗಳು ನಿವಾರಣೆಯಾಗುತ್ತವೆ. ತುಟಿಗಳಿಗೆ ಸಕ್ಕರೆ ಮತ್ತು ಬೆಣ್ಣೆಯನ್ನು ಹಚ್ಚಿದರೆ ಒಡೆದ ತುಟಿಗಳು ಮೃದುವಾಗುತ್ತವೆ. ವಾರಕ್ಕೆ ಎರಡು ಬಾರಿ ಈ ವಿಧಾನ ಅನುಸರಿಸಿದರೆ ಮುಖದ ಹೊಳಪು ಹೆಚ್ಚುತ್ತದೆ.: [6, 992, 168, 1081]
rashi-text: [222, 1230, 334, 1278]
rashi-desc: ಸ್ನೇಹಿತರಿಂದ ಸಹಕಾರ, ಉದ್ಯೋಗದಲ್ಲಿ ಪ್ರಗತಿ, ಆರೋಗ್ಯದಲ್ಲಿ ಚೇತರಿಕೆ.: [222, 1334, 322, 1351]
